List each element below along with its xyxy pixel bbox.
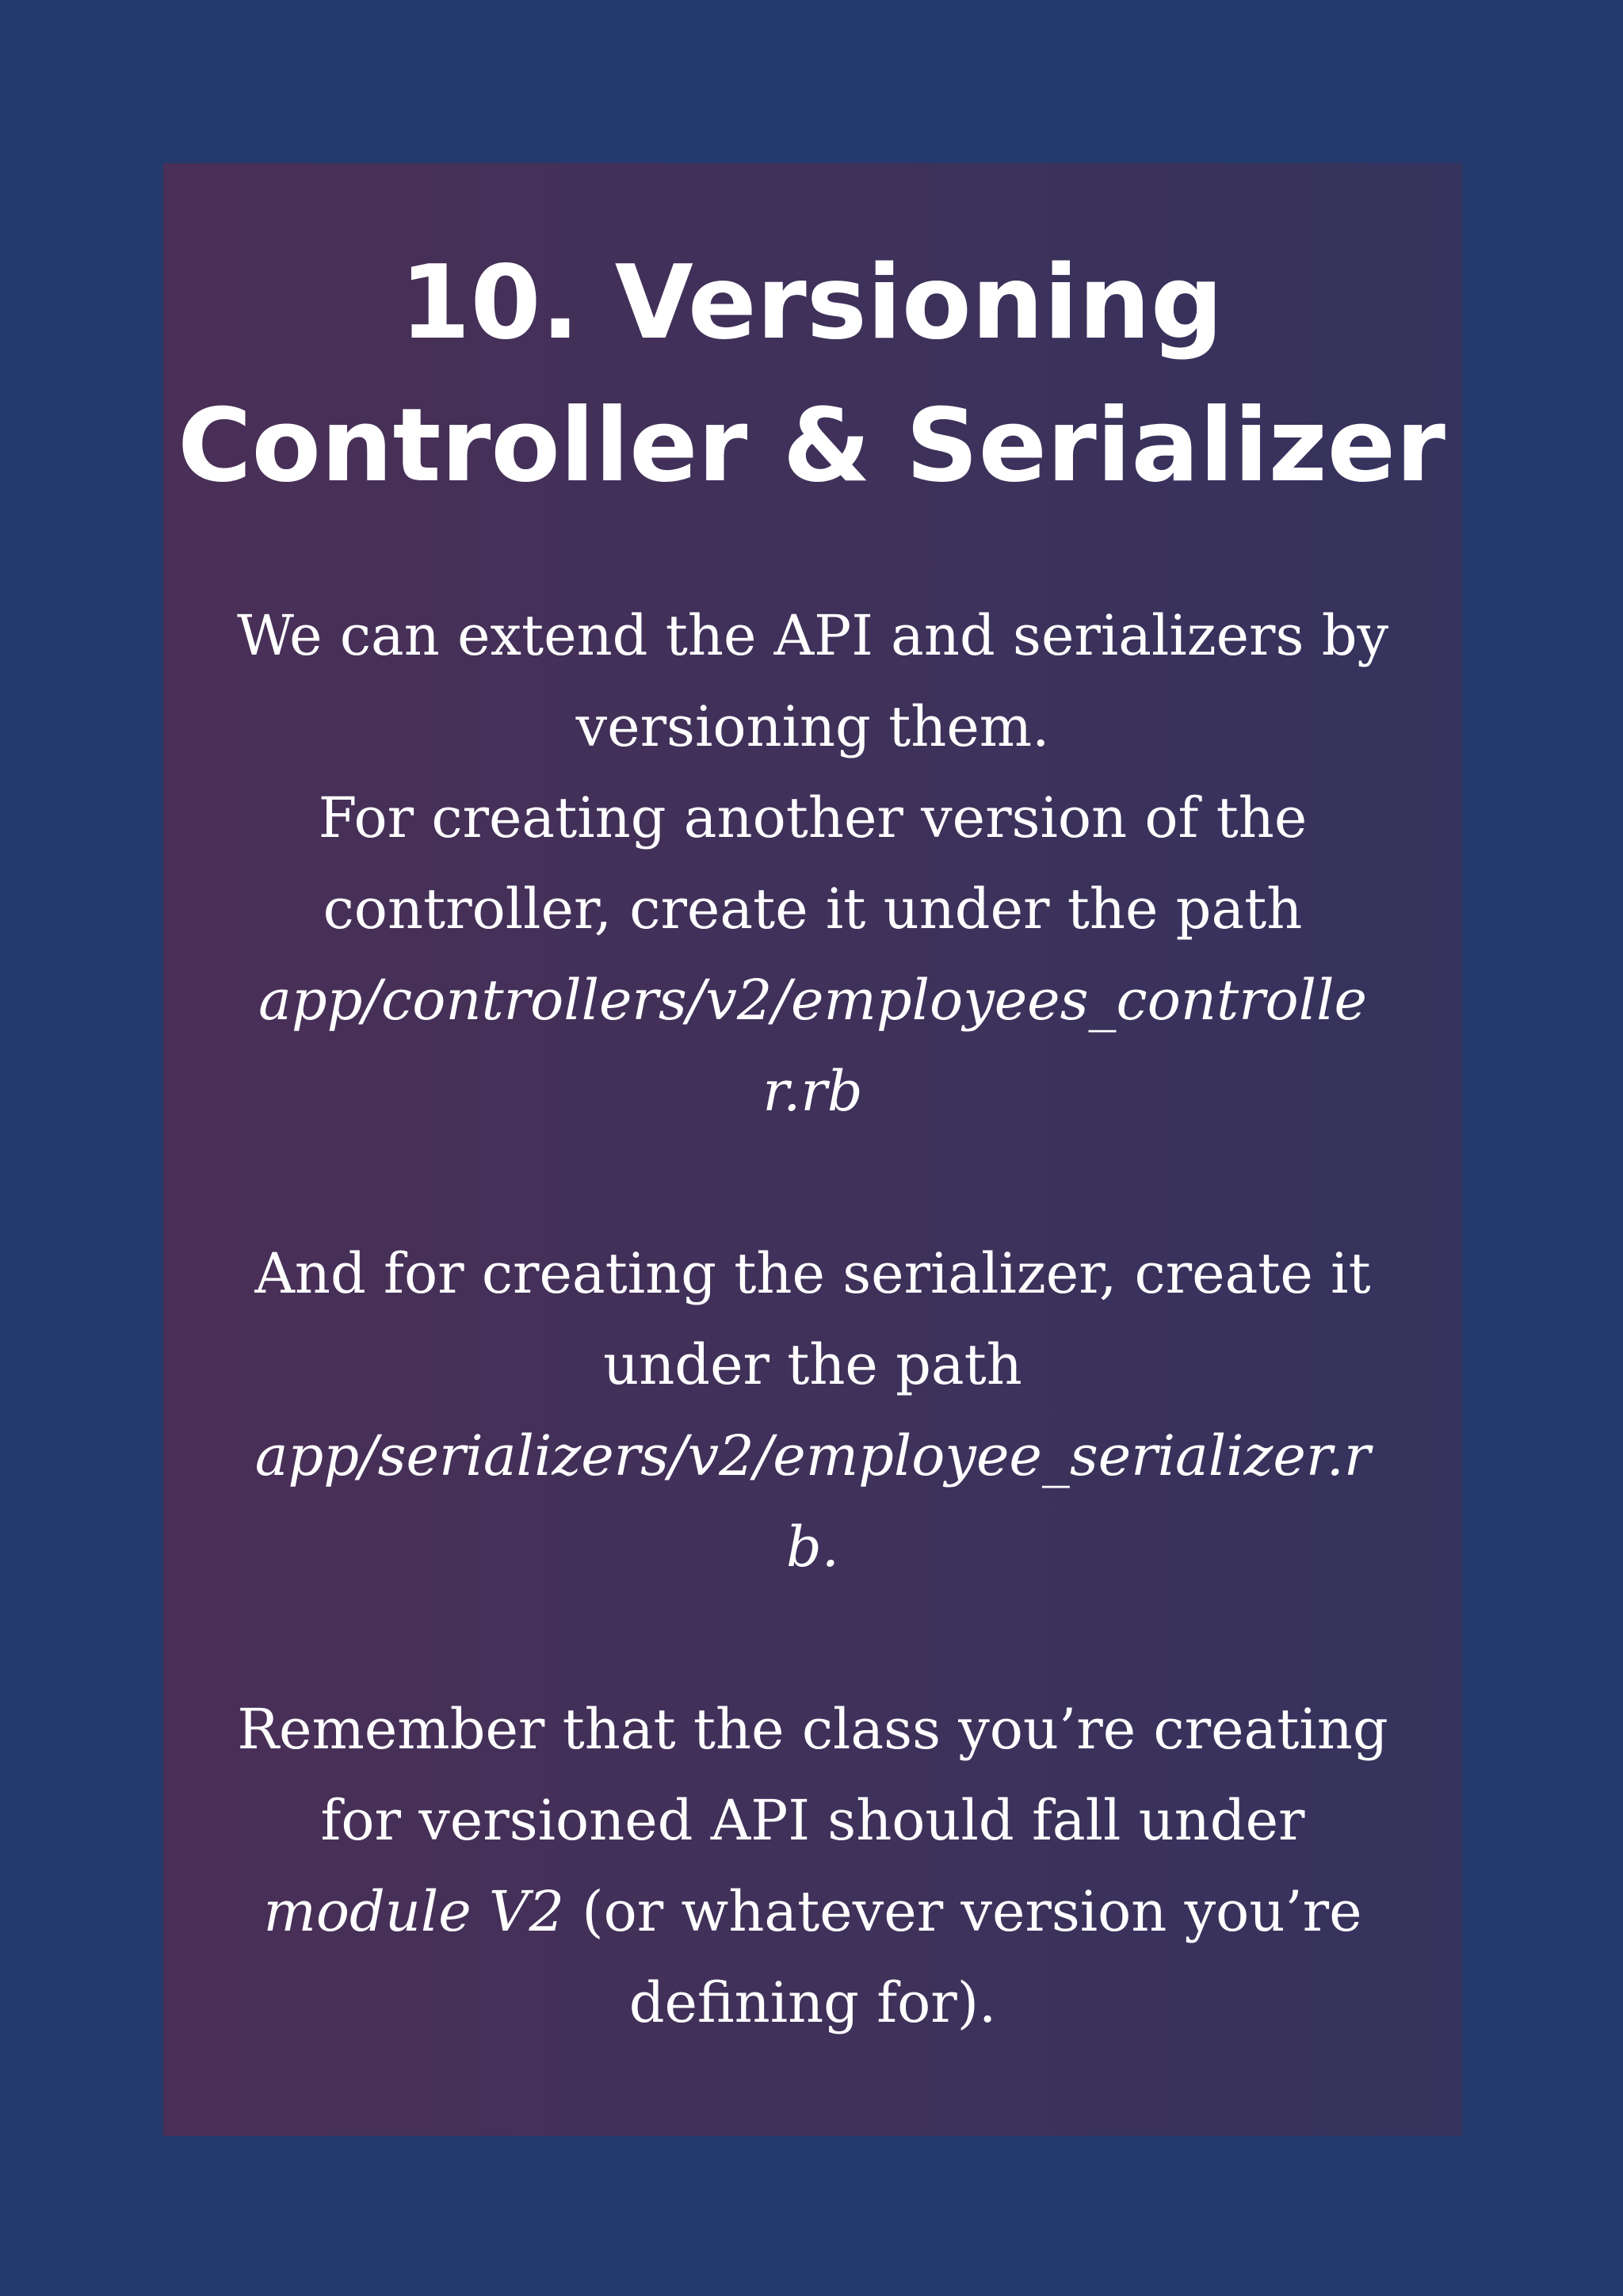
paragraph-1-line-1: We can extend the API and serializers by	[236, 603, 1389, 668]
paragraph-1-line-4: controller, create it under the path	[323, 877, 1303, 942]
paragraph-3-line-2: for versioned API should fall under	[320, 1788, 1305, 1853]
paragraph-2-line-1: And for creating the serializer, create it	[254, 1241, 1371, 1306]
title-line-2: Controller & Serializer	[178, 388, 1445, 505]
spacer	[163, 1137, 1462, 1228]
page-title	[0, 231, 1623, 518]
paragraph-1-line-3: For creating another version of the	[318, 785, 1308, 850]
title-line-1: 10. Versioning	[399, 244, 1224, 362]
paragraph-2-line-2: under the path	[603, 1332, 1022, 1397]
controller-path-line-1: app/controllers/v2/employees_controlle	[258, 968, 1367, 1033]
serializer-path-line-1: app/serializers/v2/employee_serializer.r	[254, 1423, 1371, 1488]
paragraph-3-line-4: defining for).	[628, 1970, 997, 2035]
controller-path-line-2: r.rb	[762, 1059, 863, 1124]
module-name: module V2	[263, 1879, 565, 1944]
spacer	[163, 1593, 1462, 1684]
paragraph-3-line-1: Remember that the class you’re creating	[237, 1697, 1388, 1762]
paragraph-3-line-3-rest: (or whatever version you’re	[564, 1879, 1362, 1944]
paragraph-3-line-3	[163, 1866, 1462, 1958]
body-text	[163, 590, 1462, 2049]
paragraph-1-line-2: versioning them.	[575, 694, 1050, 759]
serializer-path-line-2: b.	[785, 1515, 840, 1580]
